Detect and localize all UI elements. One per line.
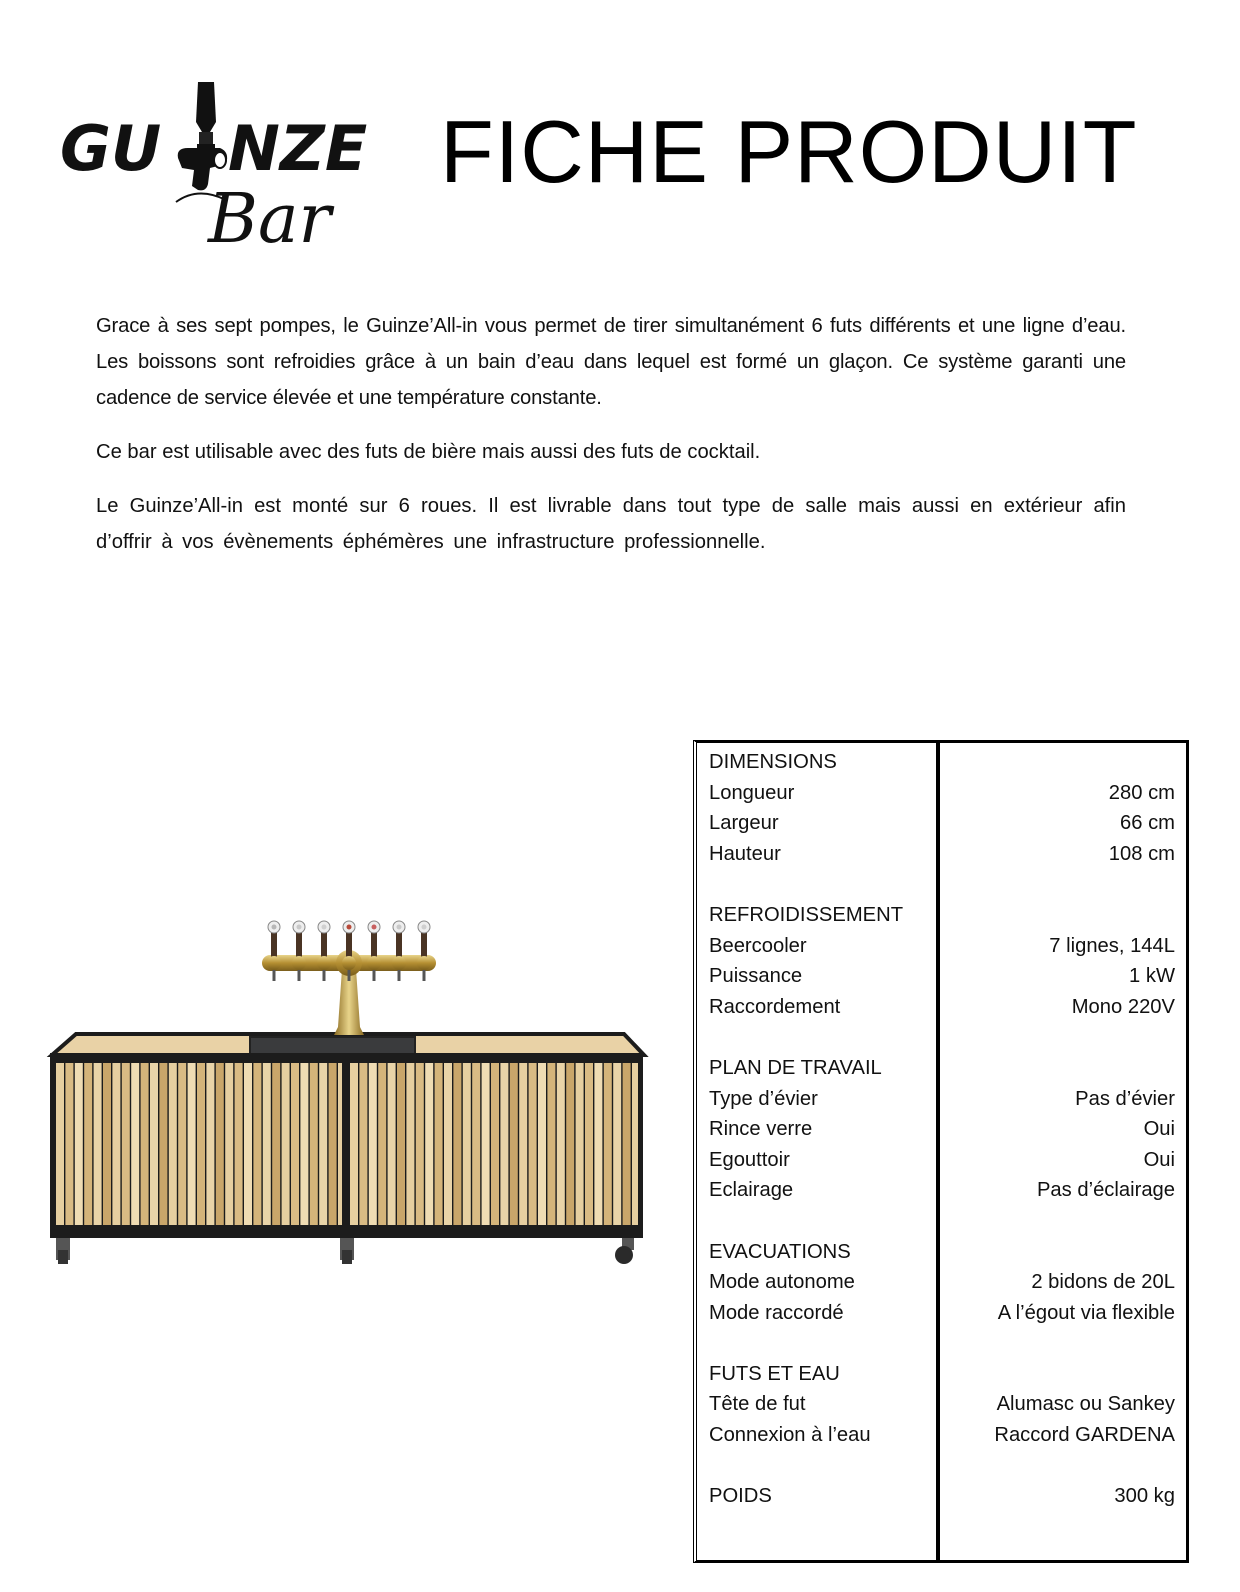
intro-paragraph: Ce bar est utilisable avec des futs de bière mais aussi des futs de cocktail. (96, 441, 761, 463)
wood-slat (319, 1063, 327, 1225)
beer-tap (292, 921, 306, 981)
spec-row-label: Egouttoir (709, 1148, 790, 1171)
spec-row-label: Rince verre (709, 1118, 813, 1141)
wheel (615, 1238, 634, 1264)
spec-row-value: 66 cm (1120, 812, 1175, 835)
spec-row-label: Longueur (709, 781, 795, 804)
spec-row-label: Largeur (709, 812, 779, 835)
spec-spacer (940, 1206, 1175, 1237)
wood-slat (594, 1063, 602, 1225)
spec-row-value: 2 bidons de 20L (1031, 1271, 1175, 1294)
wood-slat (538, 1063, 546, 1225)
spec-spacer (709, 1328, 936, 1359)
wood-slat (141, 1063, 149, 1225)
spec-section-heading: DIMENSIONS (709, 751, 837, 773)
wood-slat (263, 1063, 271, 1225)
intro-paragraph: Grace à ses sept pompes, le Guinze’All-in vous permet de tirer simultanément 6 futs différents et une ligne d’eau. Les boissons sont refroidies grâce à un bain d’eau dans lequel est formé un glaçon. Ce système garanti une cadence de service élevée et une température constante. (96, 315, 1126, 409)
spec-row-label: Puissance (709, 965, 803, 988)
spec-section-heading-value (940, 747, 1175, 778)
spec-spacer (940, 1451, 1175, 1482)
wood-slat (472, 1063, 480, 1225)
wood-slat (491, 1063, 499, 1225)
logo-text-gu: GU (60, 112, 162, 185)
spec-section-heading: PLAN DE TRAVAIL (709, 1056, 882, 1079)
wood-slat (338, 1063, 342, 1225)
wood-slat (576, 1063, 584, 1225)
wood-slat (388, 1063, 396, 1225)
spec-row-label: Beercooler (709, 934, 807, 957)
spec-section-heading-value (940, 1237, 1175, 1268)
spec-row-value: Pas d’éclairage (1036, 1179, 1175, 1202)
wheel (56, 1238, 70, 1264)
wood-slat (169, 1063, 177, 1225)
spec-spacer (709, 1206, 936, 1237)
spec-table (693, 740, 1189, 1563)
wood-slat (253, 1063, 261, 1225)
spec-section-heading: REFROIDISSEMENT (709, 903, 904, 926)
wood-slat (235, 1063, 243, 1225)
wood-slat (406, 1063, 414, 1225)
beer-tap (317, 921, 331, 981)
intro-text (96, 308, 1126, 578)
spec-section-heading: EVACUATIONS (709, 1240, 851, 1263)
wood-slat (310, 1063, 318, 1225)
wood-slat (150, 1063, 158, 1225)
guinze-bar-logo (58, 82, 378, 262)
spec-row-value: 280 cm (1108, 781, 1175, 804)
spec-section-heading-value (940, 900, 1175, 931)
spec-row-label: Connexion à l’eau (709, 1424, 871, 1447)
wood-slat (463, 1063, 471, 1225)
wood-slat (178, 1063, 186, 1225)
spec-spacer (940, 869, 1175, 900)
wood-slat (225, 1063, 233, 1225)
spec-row-value: 1 kW (1129, 965, 1175, 988)
wood-slat (75, 1063, 83, 1225)
spec-row-value: Pas d’évier (1075, 1087, 1175, 1110)
wood-slat (510, 1063, 518, 1225)
wood-slat (613, 1063, 621, 1225)
spec-row-value: Raccord GARDENA (994, 1424, 1175, 1447)
wood-slat (585, 1063, 593, 1225)
spec-row-label: Type d’évier (709, 1087, 818, 1110)
spec-section-heading: FUTS ET EAU (709, 1362, 840, 1385)
wood-slat (350, 1063, 358, 1225)
wood-slat (272, 1063, 280, 1225)
wood-slat (482, 1063, 490, 1225)
spec-section-heading-value (940, 1053, 1175, 1084)
spec-row-value: Oui (1143, 1148, 1175, 1171)
spec-row-label: Tête de fut (709, 1393, 806, 1416)
wood-slat (604, 1063, 612, 1225)
wood-slat (300, 1063, 308, 1225)
wood-slat (557, 1063, 565, 1225)
wood-slat (65, 1063, 73, 1225)
logo-text-bar: Bar (208, 180, 332, 259)
intro-paragraph: Le Guinze’All-in est monté sur 6 roues. Il est livrable dans tout type de salle mais aussi en extérieur afin d’offrir à vos évènements éphémères une infrastructure professionnelle. (96, 495, 1126, 553)
spec-values-column (940, 743, 1186, 1560)
wood-slat (103, 1063, 111, 1225)
beer-tap-icon (58, 82, 378, 262)
wood-slat (112, 1063, 120, 1225)
spec-row-value: 7 lignes, 144L (1049, 934, 1175, 957)
spec-row-label: Eclairage (709, 1179, 794, 1202)
wood-slat (547, 1063, 555, 1225)
wood-slat (56, 1063, 64, 1225)
logo-text-nze: NZE (228, 112, 368, 185)
wood-slat (632, 1063, 638, 1225)
wood-slat (244, 1063, 252, 1225)
wood-slat (378, 1063, 386, 1225)
wood-slat (425, 1063, 433, 1225)
spec-row-value: A l’égout via flexible (997, 1301, 1175, 1324)
spec-row-value: Oui (1143, 1118, 1175, 1141)
spec-labels-column (697, 743, 940, 1560)
wood-slat (529, 1063, 537, 1225)
wood-slat (282, 1063, 290, 1225)
wood-slat (623, 1063, 631, 1225)
wood-slat (453, 1063, 461, 1225)
spec-spacer (940, 1022, 1175, 1053)
spec-row-label: Hauteur (709, 842, 781, 865)
wood-slat (566, 1063, 574, 1225)
beer-tap (267, 921, 281, 981)
spec-section-heading-value (940, 1359, 1175, 1390)
product-image (44, 915, 649, 1270)
wood-slat (416, 1063, 424, 1225)
wood-slat (435, 1063, 443, 1225)
wood-slat (444, 1063, 452, 1225)
spec-spacer (709, 1451, 936, 1482)
spec-section-heading-value: 300 kg (1114, 1485, 1175, 1508)
wood-slat (500, 1063, 508, 1225)
spec-row-value: Alumasc ou Sankey (996, 1393, 1175, 1416)
wood-slat (122, 1063, 130, 1225)
spec-spacer (709, 1022, 936, 1053)
wood-slat (359, 1063, 367, 1225)
wood-slat (397, 1063, 405, 1225)
beer-tap (417, 921, 431, 981)
wood-slat (206, 1063, 214, 1225)
spec-row-label: Mode raccordé (709, 1301, 844, 1324)
wood-slat (329, 1063, 337, 1225)
taps (267, 921, 431, 981)
beer-tap (392, 921, 406, 981)
wood-slat (291, 1063, 299, 1225)
wood-slat (188, 1063, 196, 1225)
wood-slat (197, 1063, 205, 1225)
spec-row-value: Mono 220V (1071, 995, 1175, 1018)
wood-slat (94, 1063, 102, 1225)
wood-slat (519, 1063, 527, 1225)
spec-spacer (709, 869, 936, 900)
page-title: FICHE PRODUIT (440, 102, 1138, 201)
bar-illustration (44, 915, 649, 1270)
spec-row-label: Raccordement (709, 995, 841, 1018)
spec-row-label: Mode autonome (709, 1271, 855, 1294)
spec-section-heading: POIDS (709, 1485, 772, 1508)
wheel (340, 1238, 354, 1264)
front-panel-right (350, 1063, 638, 1225)
wood-slat (131, 1063, 139, 1225)
spec-spacer (940, 1328, 1175, 1359)
wood-slat (159, 1063, 167, 1225)
spec-row-value: 108 cm (1108, 842, 1175, 865)
wood-slat (84, 1063, 92, 1225)
wood-slat (216, 1063, 224, 1225)
wood-slat (369, 1063, 377, 1225)
beer-tap (367, 921, 381, 981)
